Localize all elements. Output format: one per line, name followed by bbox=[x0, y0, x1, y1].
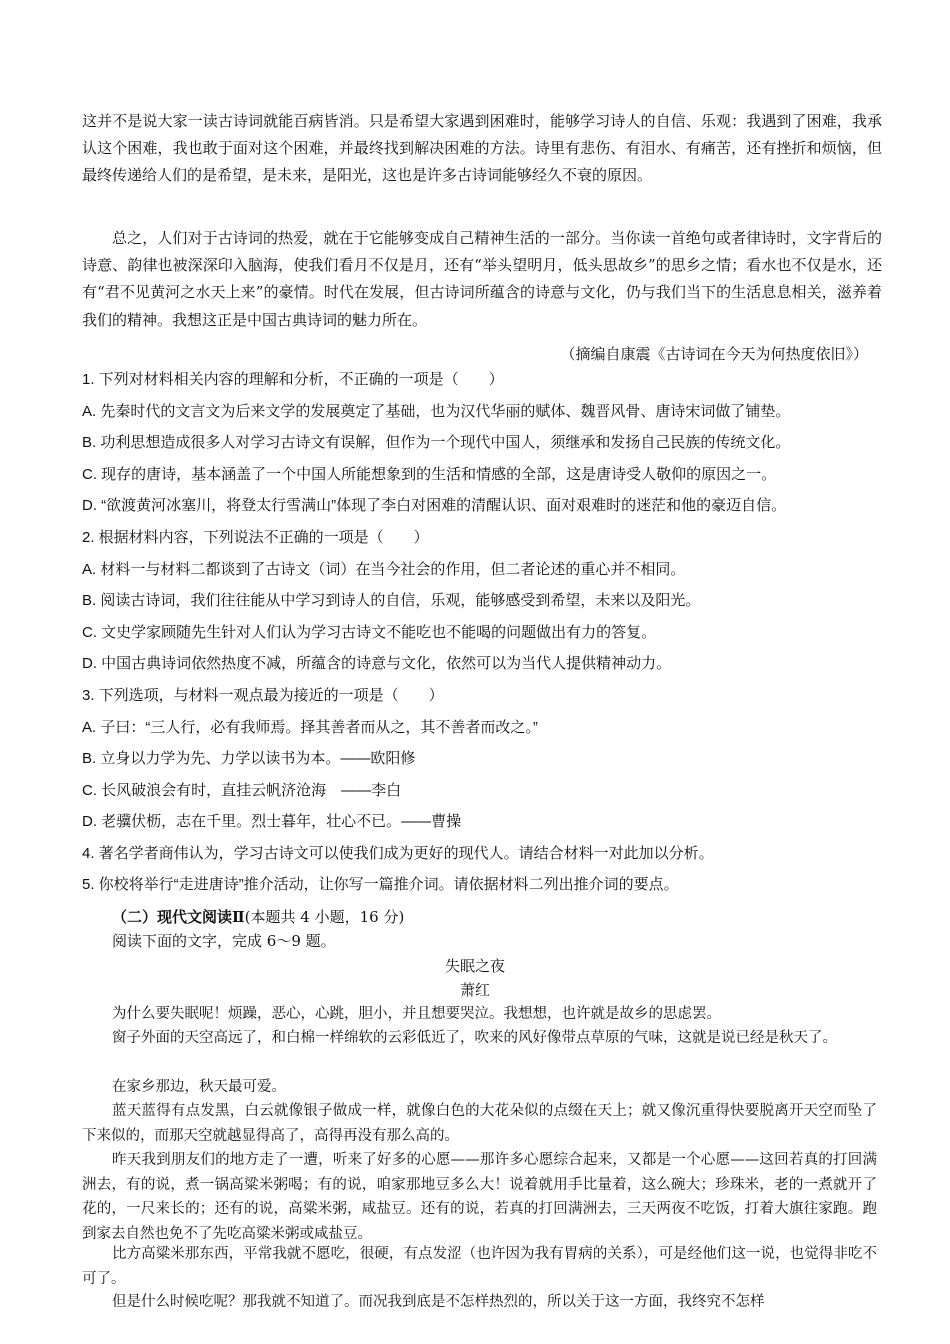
question-1-option-a: A. 先秦时代的文言文为后来文学的发展奠定了基础，也为汉代华丽的赋体、魏晋风骨、唐诗宋词做了铺垫。 bbox=[82, 403, 791, 420]
question-1-option-c: C. 现存的唐诗，基本涵盖了一个中国人所能想象到的生活和情感的全部，这是唐诗受人敬仰的原因之一。 bbox=[82, 466, 777, 483]
section-heading bbox=[112, 905, 404, 929]
article2-paragraph: 昨天我到朋友们的地方走了一遭，听来了好多的心愿——那许多心愿综合起来，又都是一个心愿——这回若真的打回满洲去，有的说，煮一锅高粱米粥喝；有的说，咱家那地豆多么大！说着就用手比量着，这么碗大；珍珠米，老的一煮就开了花的，一尺来长的；还有的说，高粱米粥，咸盐豆。还有的说，若真的打回满洲去，三天两夜不吃饭，打着大旗往家跑。跑到家去自然也免不了先吃高粱米粥或咸盐豆。 bbox=[82, 1152, 877, 1242]
question-1-option-d: D. “欲渡黄河冰塞川，将登太行雪满山”体现了李白对困难的清醒认识、面对艰难时的迷茫和他的豪迈自信。 bbox=[82, 497, 787, 514]
question-5: 5. 你校将举行“走进唐诗”推介活动，让你写一篇推介词。请依据材料二列出推介词的要点。 bbox=[82, 876, 679, 893]
article2-paragraph: 为什么要失眠呢！烦躁，恶心，心跳，胆小，并且想要哭泣。我想想，也许就是故乡的思虑罢。 bbox=[112, 1006, 721, 1022]
article2-paragraph: 比方高粱米那东西，平常我就不愿吃，很硬，有点发涩（也许因为我有胃病的关系），可是经他们这一说，也觉得非吃不可了。 bbox=[82, 1246, 877, 1287]
question-2-option-b: B. 阅读古诗词，我们往往能从中学习到诗人的自信，乐观，能够感受到希望，未来以及阳光。 bbox=[82, 592, 701, 609]
article2-title: 失眠之夜 bbox=[444, 957, 505, 975]
question-2: 2. 根据材料内容，下列说法不正确的一项是（ ） bbox=[82, 529, 429, 546]
question-3-option-b: B. 立身以力学为先、力学以读书为本。——欧阳修 bbox=[82, 750, 416, 767]
article2-paragraph: 在家乡那边，秋天最可爱。 bbox=[112, 1079, 286, 1095]
question-3-option-c: C. 长风破浪会有时，直挂云帆济沧海 ——李白 bbox=[82, 782, 402, 799]
question-3-option-d: D. 老骥伏枥，志在千里。烈士暮年，壮心不已。——曹操 bbox=[82, 813, 462, 830]
article2-paragraph: 但是什么时候吃呢？那我就不知道了。而况我到底是不怎样热烈的，所以关于这一方面，我终究不怎样 bbox=[112, 1294, 765, 1310]
question-2-option-d: D. 中国古典诗词依然热度不减，所蕴含的诗意与文化，依然可以为当代人提供精神动力。 bbox=[82, 655, 672, 672]
section-note: (本题共 4 小题，16 分) bbox=[244, 908, 405, 926]
question-4: 4. 著名学者商伟认为，学习古诗文可以使我们成为更好的现代人。请结合材料一对此加以分析。 bbox=[82, 845, 714, 862]
question-3: 3. 下列选项，与材料一观点最为接近的一项是（ ） bbox=[82, 687, 444, 704]
section-instruction: 阅读下面的文字，完成 6～9 题。 bbox=[112, 932, 336, 950]
article1-source: （摘编自康震《古诗词在今天为何热度依旧》） bbox=[560, 345, 868, 363]
question-1-option-b: B. 功利思想造成很多人对学习古诗文有误解，但作为一个现代中国人，须继承和发扬自己民族的传统文化。 bbox=[82, 434, 791, 451]
article2-author: 萧红 bbox=[459, 981, 490, 999]
article2-paragraph: 窗子外面的天空高远了，和白棉一样绵软的云彩低近了，吹来的风好像带点草原的气味，这就是说已经是秋天了。 bbox=[112, 1030, 837, 1046]
article2-paragraph: 蓝天蓝得有点发黑，白云就像银子做成一样，就像白色的大花朵似的点缀在天上；就又像沉重得快要脱离开天空而坠了下来似的，而那天空就越显得高了，高得再没有那么高的。 bbox=[82, 1103, 877, 1144]
article1-paragraph-2: 总之，人们对于古诗词的热爱，就在于它能够变成自己精神生活的一部分。当你读一首绝句或者律诗时，文字背后的诗意、韵律也被深深印入脑海，使我们看月不仅是月，还有“举头望明月，低头思故乡”的思乡之情；看水也不仅是水，还有“君不见黄河之水天上来”的豪情。时代在发展，但古诗词所蕴含的诗意与文化，仍与我们当下的生活息息相关，滋养着我们的精神。我想这正是中国古典诗词的魅力所在。 bbox=[82, 229, 882, 329]
question-2-option-a: A. 材料一与材料二都谈到了古诗文（词）在当今社会的作用，但二者论述的重心并不相同。 bbox=[82, 561, 686, 578]
article1-paragraph-1: 这并不是说大家一读古诗词就能百病皆消。只是希望大家遇到困难时，能够学习诗人的自信、乐观：我遇到了困难，我承认这个困难，我也敢于面对这个困难，并最终找到解决困难的方法。诗里有悲伤、有泪水、有痛苦，还有挫折和烦恼，但最终传递给人们的是希望，是未来，是阳光，这也是许多古诗词能够经久不衰的原因。 bbox=[82, 112, 882, 185]
section-title: （二）现代文阅读Ⅱ bbox=[112, 908, 245, 926]
question-1: 1. 下列对材料相关内容的理解和分析，不正确的一项是（ ） bbox=[82, 371, 504, 388]
question-3-option-a: A. 子曰：“三人行，必有我师焉。择其善者而从之，其不善者而改之。” bbox=[82, 719, 538, 736]
question-2-option-c: C. 文史学家顾随先生针对人们认为学习古诗文不能吃也不能喝的问题做出有力的答复。 bbox=[82, 624, 657, 641]
